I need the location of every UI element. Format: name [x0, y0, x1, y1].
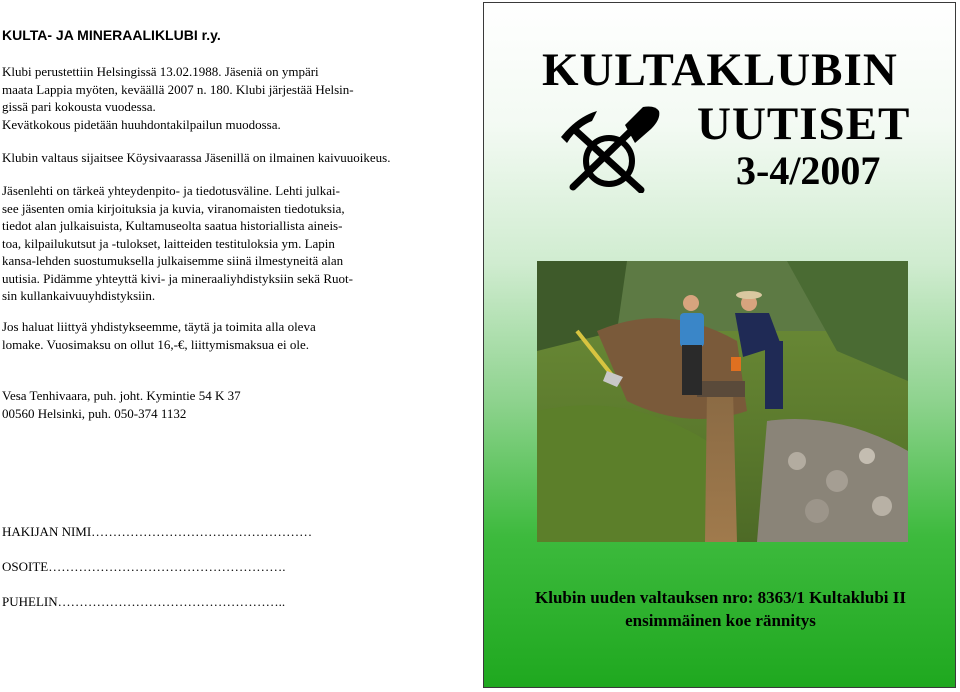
- text-line: Vesa Tenhivaara, puh. joht. Kymintie 54 K 37: [2, 388, 241, 403]
- stone: [788, 452, 806, 470]
- stone: [805, 499, 829, 523]
- text-line: Kevätkokous pidetään huuhdontakilpailun muodossa.: [2, 116, 281, 132]
- sluice-box: [705, 391, 737, 542]
- text-line: gissä pari kokousta vuodessa.: [2, 99, 156, 114]
- club-info-column: [0, 0, 470, 692]
- caption-line: Klubin uuden valtauksen nro: 8363/1 Kultaklubi II: [535, 588, 906, 607]
- shovel-blade: [625, 107, 659, 144]
- text-line: Jäsenlehti on tärkeä yhteydenpito- ja tiedotusväline. Lehti julkai-: [2, 183, 340, 198]
- text-line: Klubin valtaus sijaitsee Köysivaarassa Jäsenillä on ilmainen kaivuuoikeus.: [2, 150, 391, 165]
- text-line: maata Lappia myöten, keväällä 2007 n. 180. Klubi järjestää Helsin-: [2, 81, 354, 97]
- issue-number: 3-4/2007: [736, 148, 881, 193]
- newsletter-paragraph: [2, 182, 402, 305]
- person-glove: [731, 357, 741, 371]
- club-name-heading: KULTA- JA MINERAALIKLUBI r.y.: [2, 27, 221, 43]
- text-line: uutisia. Pidämme yhteyttä kivi- ja mineraaliyhdistyksiin sekä Ruot-: [2, 270, 353, 286]
- text-line: tiedot alan julkaisuista, Kultamuseolta saatua historiallista aineis-: [2, 218, 343, 233]
- stone: [826, 470, 848, 492]
- person-pants: [682, 345, 702, 395]
- cover-title-line-2: UUTISET: [697, 98, 911, 150]
- phone-field[interactable]: PUHELIN……………………………………………..: [2, 594, 286, 609]
- sluice-head: [697, 381, 745, 397]
- text-line: 00560 Helsinki, puh. 050-374 1132: [2, 405, 187, 421]
- text-line: kansa-lehden suostumuksella julkaisemme siinä ilmestyneitä alan: [2, 253, 344, 268]
- address-field[interactable]: OSOITE……………………………………………….: [2, 559, 286, 574]
- photo-caption: [484, 586, 957, 632]
- stone: [859, 448, 875, 464]
- membership-paragraph: [2, 318, 402, 353]
- intro-paragraph: [2, 63, 402, 133]
- person-head: [683, 295, 699, 311]
- claim-paragraph: [2, 149, 402, 167]
- person-pants: [765, 341, 783, 409]
- text-line: see jäsenten omia kirjoituksia ja kuvia, viranomaisten tiedotuksia,: [2, 200, 345, 216]
- cover-title-line-1: KULTAKLUBIN: [542, 44, 898, 96]
- contact-paragraph: [2, 387, 402, 422]
- text-line: Klubi perustettiin Helsingissä 13.02.1988. Jäseniä on ympäri: [2, 64, 319, 79]
- person-hat: [736, 291, 762, 299]
- text-line: lomake. Vuosimaksu on ollut 16,-€, liittymismaksua ei ole.: [2, 336, 309, 352]
- text-line: sin kullankaivuuyhdistyksiin.: [2, 288, 156, 303]
- caption-line: ensimmäinen koe rännitys: [625, 611, 816, 630]
- text-line: toa, kilpailukutsut ja -tulokset, laitteiden testituloksia ym. Lapin: [2, 235, 335, 251]
- pick-shovel-emblem-icon: [559, 103, 669, 193]
- stone: [872, 496, 892, 516]
- applicant-name-field[interactable]: HAKIJAN NIMI……………………………………………: [2, 524, 313, 539]
- text-line: Jos haluat liittyä yhdistykseemme, täytä ja toimita alla oleva: [2, 319, 316, 334]
- person-shirt: [680, 313, 704, 347]
- gold-panning-photo-icon: [537, 261, 908, 542]
- newsletter-cover: [483, 2, 956, 688]
